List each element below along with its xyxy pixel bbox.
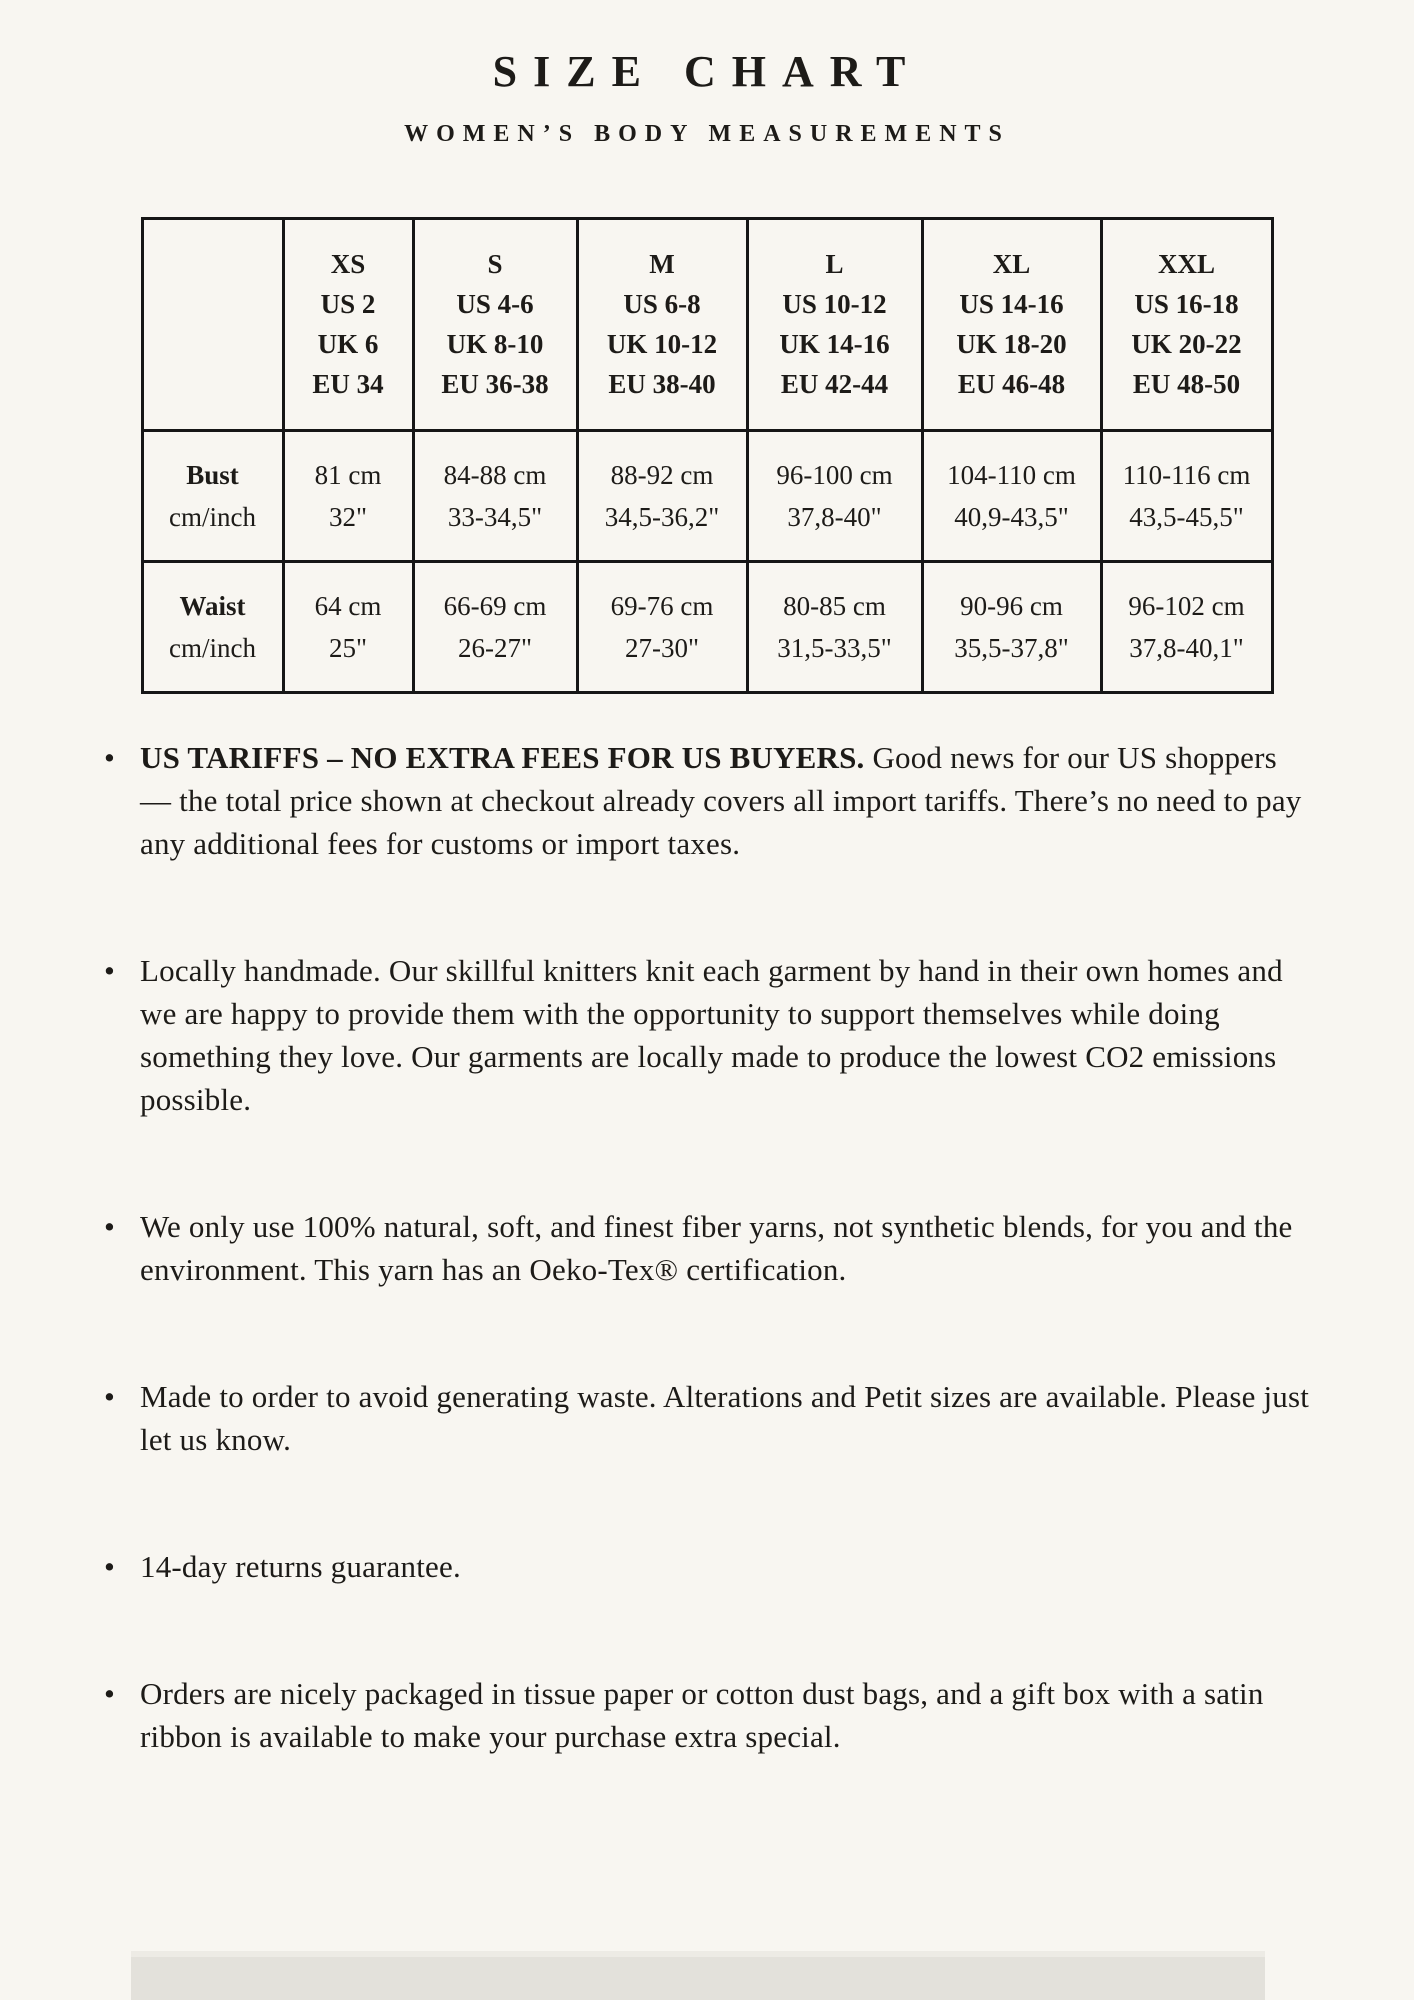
bust-cell-l [747,430,922,561]
size-header-xxl [1101,218,1272,430]
waist-cell-xxl [1101,561,1272,692]
list-item-made-to-order [140,1375,1310,1461]
bullet-text: Locally handmade. Our skillful knitters knit each garment by hand in their own homes and we are happy to provide them with the opportunity to support themselves while doing something they love. Our garments are locally made to produce the lowest CO2 emissions possible. [140,952,1283,1117]
eu-size: EU 48-50 [1132,369,1241,400]
us-size: US 4-6 [456,289,534,320]
cm-value: 84-88 cm [443,459,547,490]
list-item-packaging [140,1672,1310,1758]
cm-value: 66-69 cm [443,590,547,621]
size-label: M [649,249,675,280]
inch-value: 32" [328,501,368,532]
inch-value: 33-34,5" [447,501,543,532]
uk-size: UK 10-12 [606,329,718,360]
row-label: Bust [186,459,239,490]
footer-strip [131,1951,1265,2000]
cm-value: 64 cm [314,590,382,621]
inch-value: 27-30" [624,632,699,663]
cm-value: 69-76 cm [610,590,714,621]
cm-value: 80-85 cm [783,590,886,621]
bullet-text: Made to order to avoid generating waste. Alterations and Petit sizes are available. Please just let us know. [140,1378,1310,1457]
size-label: XXL [1157,249,1215,280]
inch-value: 26-27" [457,632,532,663]
bust-cell-s [413,430,577,561]
us-size: US 10-12 [782,289,887,320]
inch-value: 25" [328,632,368,663]
row-unit: cm/inch [169,501,256,532]
inch-value: 40,9-43,5" [954,501,1069,532]
bullet-text: Good news for our US shoppers — the total price shown at checkout already covers all import tariffs. There’s no need to pay any additional fees for customs or import taxes. [140,739,1302,861]
cm-value: 88-92 cm [610,459,714,490]
product-info-list [140,736,1310,1758]
eu-size: EU 42-44 [780,369,889,400]
list-item-returns-guarantee [140,1545,1310,1588]
size-header-xs [283,218,413,430]
uk-size: UK 6 [317,329,379,360]
size-header-l [747,218,922,430]
us-size: US 14-16 [959,289,1064,320]
uk-size: UK 8-10 [446,329,544,360]
eu-size: EU 46-48 [957,369,1066,400]
eu-size: EU 36-38 [441,369,549,400]
waist-cell-xs [283,561,413,692]
list-item-natural-yarns [140,1205,1310,1291]
page-subtitle: WOMEN’S BODY MEASUREMENTS [404,121,1010,147]
bust-cell-m [577,430,747,561]
cm-value: 96-100 cm [776,459,893,490]
inch-value: 37,8-40" [787,501,882,532]
row-unit: cm/inch [169,632,256,663]
waist-cell-m [577,561,747,692]
row-header-bust [142,430,283,561]
eu-size: EU 38-40 [608,369,716,400]
page-title: SIZE CHART [492,47,922,96]
size-header-xl [922,218,1101,430]
bullet-text: We only use 100% natural, soft, and finest fiber yarns, not synthetic blends, for you and the environment. This yarn has an Oeko-Tex® certification. [140,1208,1293,1287]
size-header-row [142,218,1272,430]
size-chart-table [141,217,1274,694]
size-label: XS [330,249,366,280]
uk-size: UK 20-22 [1131,329,1242,360]
uk-size: UK 18-20 [956,329,1067,360]
cm-value: 81 cm [314,459,382,490]
row-label: Waist [179,590,246,621]
waist-cell-xl [922,561,1101,692]
cm-value: 104-110 cm [947,459,1076,490]
size-header-m [577,218,747,430]
uk-size: UK 14-16 [779,329,890,360]
waist-cell-s [413,561,577,692]
bust-row [142,430,1272,561]
bullet-bold-lead: US TARIFFS – NO EXTRA FEES FOR US BUYERS. [140,739,865,775]
size-label: S [487,249,503,280]
us-size: US 2 [320,289,376,320]
size-label: XL [992,249,1031,280]
cm-value: 96-102 cm [1128,590,1245,621]
eu-size: EU 34 [312,369,384,400]
cm-value: 110-116 cm [1122,459,1251,490]
cm-value: 90-96 cm [960,590,1063,621]
inch-value: 31,5-33,5" [777,632,892,663]
list-item-locally-handmade [140,949,1310,1121]
inch-value: 35,5-37,8" [954,632,1069,663]
row-header-waist [142,561,283,692]
inch-value: 34,5-36,2" [604,501,720,532]
bust-cell-xl [922,430,1101,561]
size-header-s [413,218,577,430]
bust-cell-xxl [1101,430,1272,561]
bullet-text: Orders are nicely packaged in tissue paper or cotton dust bags, and a gift box with a satin ribbon is available to make your purchase extra special. [140,1675,1264,1754]
corner-cell [142,218,283,430]
us-size: US 16-18 [1134,289,1239,320]
bust-cell-xs [283,430,413,561]
list-item-us-tariffs [140,736,1310,865]
us-size: US 6-8 [623,289,701,320]
waist-row [142,561,1272,692]
inch-value: 37,8-40,1" [1129,632,1244,663]
size-label: L [825,249,844,280]
bullet-text: 14-day returns guarantee. [140,1548,461,1584]
waist-cell-l [747,561,922,692]
inch-value: 43,5-45,5" [1129,501,1244,532]
